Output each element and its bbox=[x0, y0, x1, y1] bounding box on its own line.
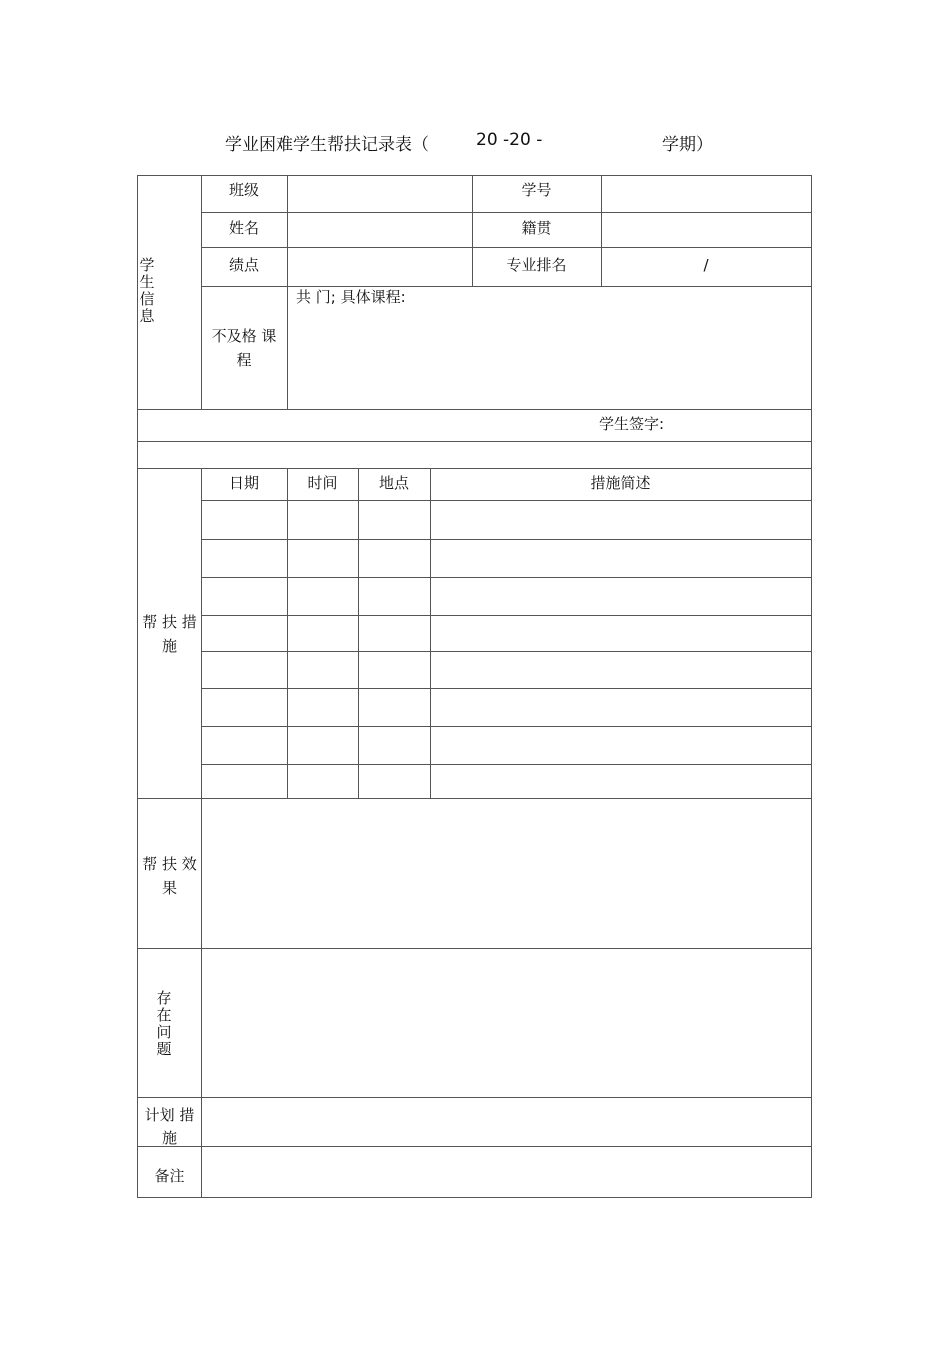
divider-h bbox=[137, 468, 812, 469]
divider-h bbox=[137, 409, 812, 410]
rank-label: 专业排名 bbox=[506, 256, 567, 274]
table-border-top bbox=[137, 175, 812, 176]
effect-label-2: 果 bbox=[161, 879, 177, 897]
table-border-bottom bbox=[137, 1197, 812, 1198]
title-years: 20 -20 - bbox=[476, 130, 543, 150]
divider-v bbox=[287, 175, 288, 410]
failed-courses-label-2: 程 bbox=[236, 351, 252, 369]
rank-value: / bbox=[703, 256, 709, 274]
divider-h bbox=[137, 1097, 812, 1098]
divider-v bbox=[358, 468, 359, 799]
table-border-left bbox=[137, 175, 138, 1198]
gpa-label: 绩点 bbox=[228, 256, 259, 274]
title-main: 学业困难学生帮扶记录表（ bbox=[225, 135, 429, 155]
divider-h bbox=[201, 247, 812, 248]
divider-v bbox=[287, 468, 288, 799]
name-label: 姓名 bbox=[228, 219, 259, 237]
record-table bbox=[137, 175, 812, 1198]
plan-label-1: 计划 措 bbox=[144, 1106, 195, 1124]
divider-h bbox=[201, 500, 812, 501]
divider-h bbox=[137, 948, 812, 949]
divider-h bbox=[201, 651, 812, 652]
form-title bbox=[0, 130, 950, 158]
date-header: 日期 bbox=[228, 474, 259, 492]
divider-h bbox=[201, 577, 812, 578]
divider-h bbox=[201, 286, 812, 287]
measure-description-header: 措施简述 bbox=[590, 474, 651, 492]
divider-h bbox=[137, 441, 812, 442]
measures-label-2: 施 bbox=[161, 637, 177, 655]
remarks-label: 备注 bbox=[154, 1167, 185, 1185]
divider-h bbox=[201, 764, 812, 765]
problems-label: 存在问题 bbox=[156, 989, 172, 1058]
divider-h bbox=[201, 688, 812, 689]
divider-v bbox=[201, 175, 202, 410]
class-label: 班级 bbox=[228, 181, 259, 199]
divider-h bbox=[137, 798, 812, 799]
hometown-label: 籍贯 bbox=[521, 219, 552, 237]
table-border-right bbox=[811, 175, 812, 1198]
divider-h bbox=[201, 539, 812, 540]
failed-courses-value: 共 门; 具体课程: bbox=[296, 288, 406, 306]
time-header: 时间 bbox=[307, 474, 338, 492]
effect-label-1: 帮 扶 效 bbox=[142, 855, 197, 873]
student-info-label: 学生信息 bbox=[139, 256, 155, 325]
location-header: 地点 bbox=[378, 474, 409, 492]
student-signature-label: 学生签字: bbox=[599, 415, 665, 433]
measures-label-1: 帮 扶 措 bbox=[142, 613, 197, 631]
divider-h bbox=[201, 212, 812, 213]
divider-v bbox=[430, 468, 431, 799]
failed-courses-label-1: 不及格 课 bbox=[211, 327, 277, 345]
title-term: 学期） bbox=[662, 135, 713, 155]
student-id-label: 学号 bbox=[521, 181, 552, 199]
divider-h bbox=[137, 1146, 812, 1147]
plan-label-2: 施 bbox=[161, 1129, 177, 1147]
divider-h bbox=[201, 726, 812, 727]
divider-h bbox=[201, 615, 812, 616]
